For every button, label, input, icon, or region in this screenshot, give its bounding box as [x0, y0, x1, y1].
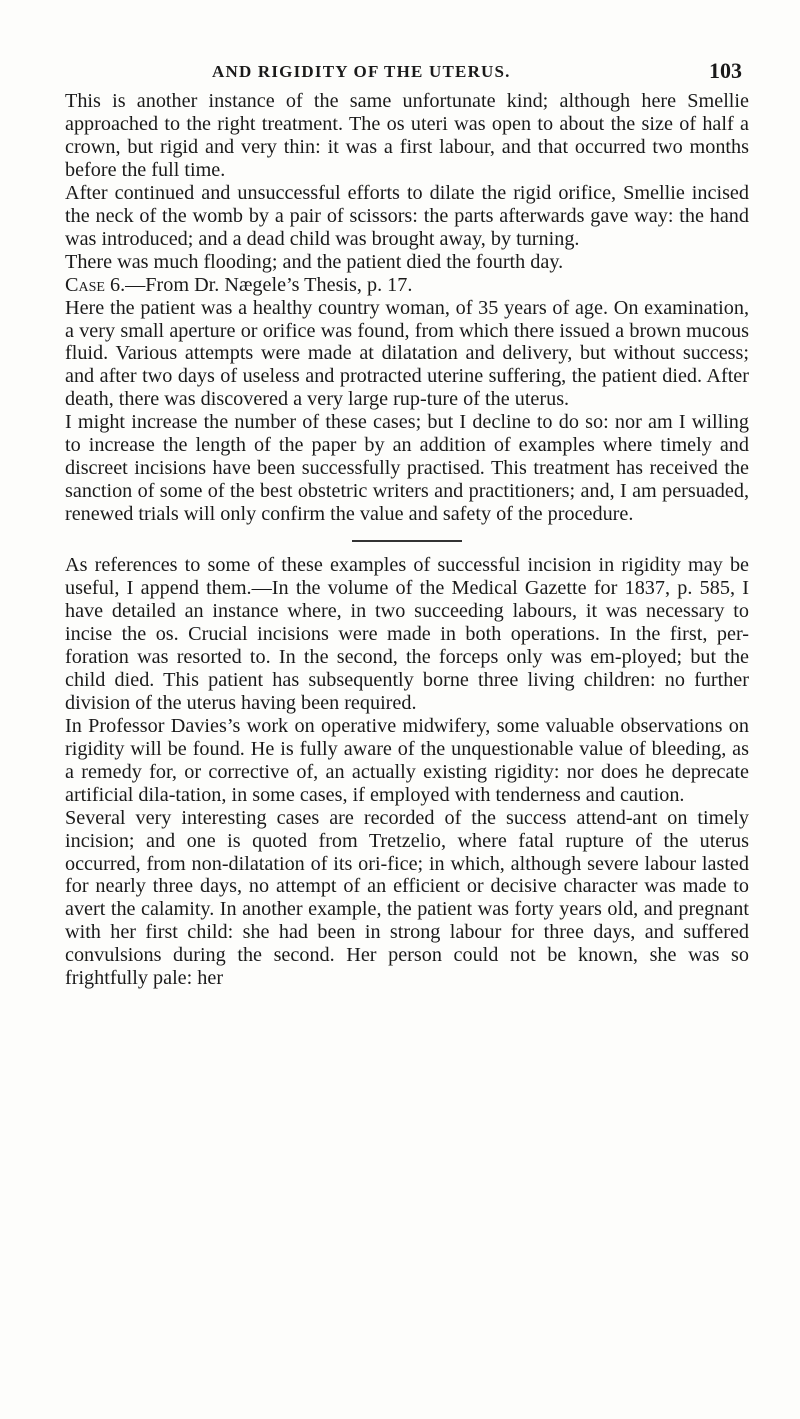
paragraph: Several very interesting cases are recorded of the success attend-ant on timely incision; and one is quoted from Tretzelio, where fatal rupture of the uterus occurred, from non-dilatation of its ori-fice; in which, although severe labour lasted for nearly three days, no attempt of an efficient or decisive character was made to avert the calamity. In another example, the patient was forty years old, and pregnant with her first child: she had been in strong labour for three days, and suffered convulsions during the second. Her person could not be known, she was so frightfully pale: her	[65, 806, 749, 990]
paragraph: I might increase the number of these cases; but I decline to do so: nor am I willing to increase the length of the paper by an addition of examples where timely and discreet incisions have been successfully practised. This treatment has received the sanction of some of the best obstetric writers and practitioners; and, I am persuaded, renewed trials will only confirm the value and safety of the procedure.	[65, 411, 749, 526]
paragraph: After continued and unsuccessful efforts to dilate the rigid orifice, Smellie incised the neck of the womb by a pair of scissors: the parts afterwards gave way: the hand was introduced; and a dead child was brought away, by turning.	[65, 181, 749, 250]
body-text	[65, 90, 749, 990]
case-reference: 6.—From Dr. Nægele’s Thesis, p. 17.	[104, 273, 413, 296]
section-divider	[352, 540, 462, 542]
case-label: Case	[65, 273, 105, 296]
paragraph: Here the patient was a healthy country woman, of 35 years of age. On examination, a very small aperture or orifice was found, from which there issued a brown mucous fluid. Various attempts were made at dilatation and delivery, but without success; and after two days of useless and protracted uterine suffering, the patient died. After death, there was discovered a very large rup-ture of the uterus.	[65, 296, 749, 411]
page-header	[62, 58, 750, 88]
running-title: AND RIGIDITY OF THE UTERUS.	[212, 62, 511, 81]
paragraph: This is another instance of the same unfortunate kind; although here Smellie approached to the right treatment. The os uteri was open to about the size of half a crown, but rigid and very thin: it was a first labour, and that occurred two months before the full time.	[65, 90, 749, 181]
page-number: 103	[709, 58, 742, 83]
paragraph: In Professor Davies’s work on operative midwifery, some valuable observations on rigidity will be found. He is fully aware of the unquestionable value of bleeding, as a remedy for, or corrective of, an actually existing rigidity: nor does he deprecate artificial dila-tation, in some cases, if employed with tenderness and caution.	[65, 714, 749, 806]
paragraph: As references to some of these examples of successful incision in rigidity may be useful, I append them.—In the volume of the Medical Gazette for 1837, p. 585, I have detailed an instance where, in two succeeding labours, it was necessary to incise the os. Crucial incisions were made in both operations. In the first, per-foration was resorted to. In the second, the forceps only was em-ployed; but the child died. This patient has subsequently borne three living children: no further division of the uterus having been required.	[65, 554, 749, 714]
paragraph: There was much flooding; and the patient died the fourth day.	[65, 250, 564, 273]
case-heading	[65, 274, 749, 297]
